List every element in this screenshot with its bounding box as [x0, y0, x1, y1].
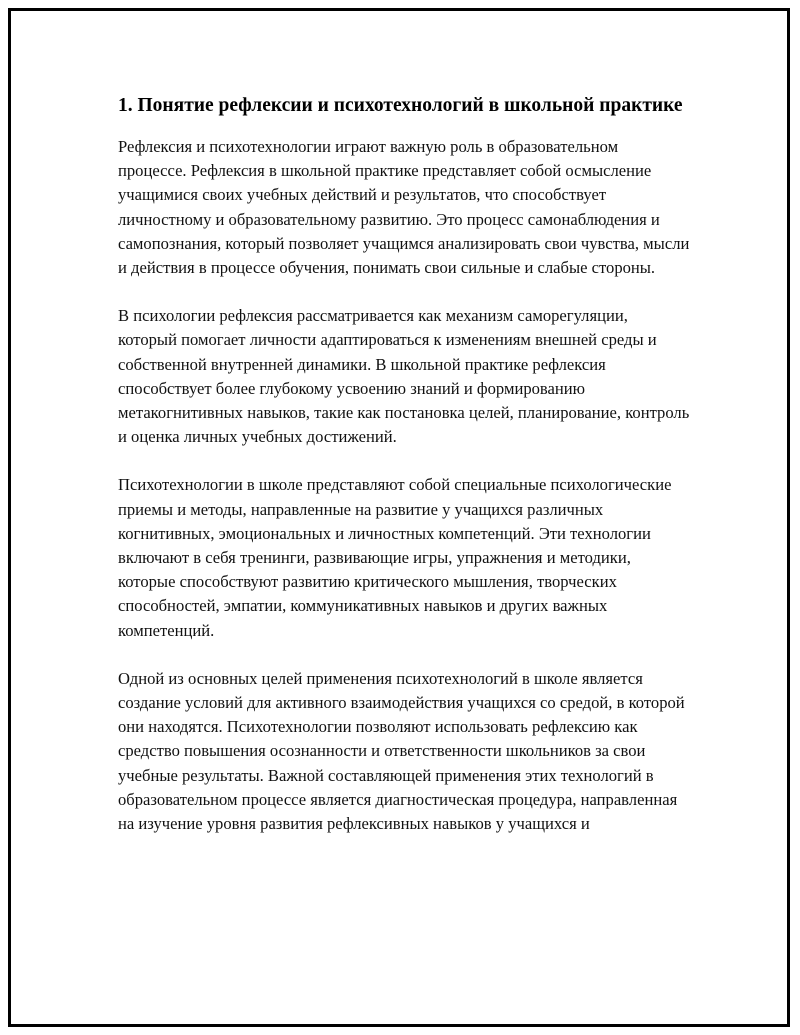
paragraph-1: Рефлексия и психотехнологии играют важную роль в образовательном процессе. Рефлексия в школьной практике представляет собой осмысление учащимися своих учебных действий и результатов, что способствует личностному и образовательному развитию. Это процесс самонаблюдения и самопознания, который позволяет учащимся анализировать свои чувства, мысли и действия в процессе обучения, понимать свои сильные и слабые стороны.	[118, 137, 690, 278]
document-body	[118, 93, 690, 860]
paragraph-4: Одной из основных целей применения психотехнологий в школе является создание условий для активного взаимодействия учащихся со средой, в которой они находятся. Психотехнологии позволяют использовать рефлексию как средство повышения осознанности и ответственности школьников за свои учебные результаты. Важной составляющей применения этих технологий в образовательном процессе является диагностическая процедура, направленная на изучение уровня развития рефлексивных навыков у учащихся и	[118, 668, 685, 834]
section-heading: 1. Понятие рефлексии и психотехнологий в школьной практике	[118, 95, 683, 116]
paragraph-2: В психологии рефлексия рассматривается как механизм саморегуляции, который помогает личности адаптироваться к изменениям внешней среды и собственной внутренней динамики. В школьной практике рефлексия способствует более глубокому усвоению знаний и формированию метакогнитивных навыков, такие как постановка целей, планирование, контроль и оценка личных учебных достижений.	[118, 306, 690, 447]
paragraph-3: Психотехнологии в школе представляют собой специальные психологические приемы и методы, направленные на развитие у учащихся различных когнитивных, эмоциональных и личностных компетенций. Эти технологии включают в себя тренинги, развивающие игры, упражнения и методики, которые способствуют развитию критического мышления, творческих способностей, эмпатии, коммуникативных навыков и других важных компетенций.	[118, 475, 672, 640]
